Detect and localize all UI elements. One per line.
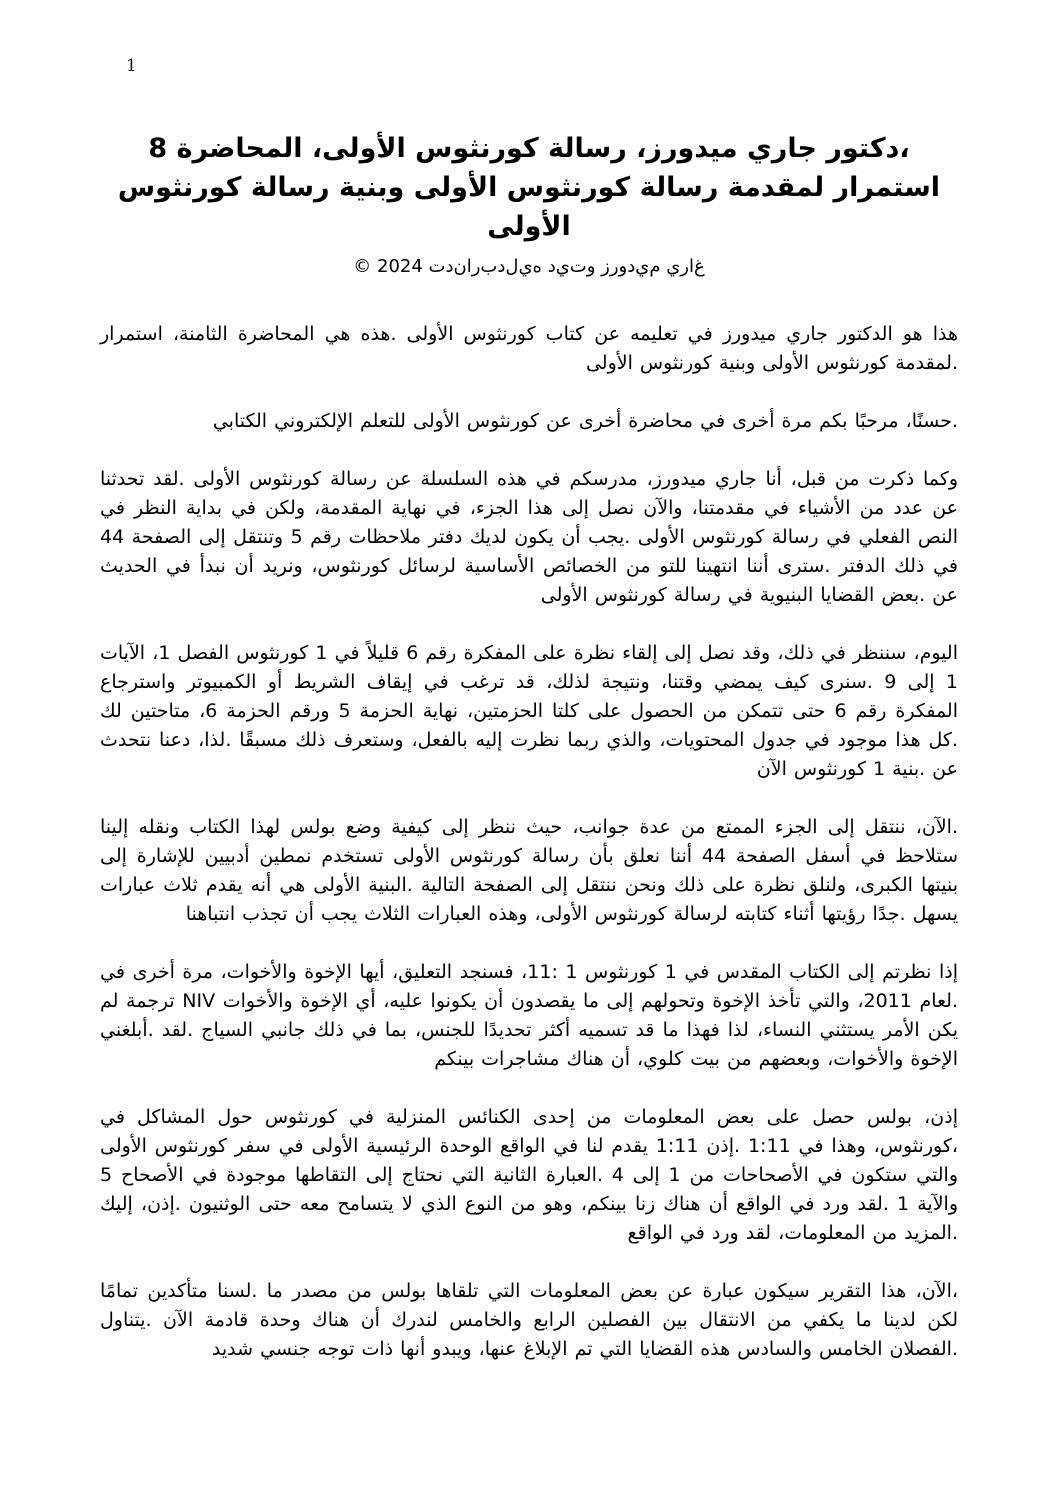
- title-line-3: الأولى: [487, 211, 571, 242]
- paragraph-2: .حسنًا، مرحبًا بكم مرة أخرى في محاضرة أخرى عن كورنثوس الأولى للتعلم الإلكتروني الكتابي: [212, 410, 958, 432]
- paragraph-3: وكما ذكرت من قبل، أنا جاري ميدورز، مدرسكم في هذه السلسلة عن رسالة كورنثوس الأولى .لقد تحدثنا عن عدد من الأشياء في مقدمتنا، والآن نصل إلى هذا الجزء، في نهاية المقدمة، ولكن في بداية النظر في النص الفعلي في رسالة كورنثوس الأولى .يجب أن يكون لديك دفتر ملاحظات رقم 5 وتنتقل إلى الصفحة 44 في ذلك الدفتر .سترى أننا انتهينا للتو من الخصائص الأساسية لرسائل كورنثوس، ونريد أن نبدأ في الحديث عن .بعض القضايا البنيوية في رسالة كورنثوس الأولى: [100, 468, 958, 606]
- paragraph-7: إذن، بولس حصل على بعض المعلومات من إحدى الكنائس المنزلية في كورنثوس حول المشاكل في ،كورنثوس، وهذا في 1:11 .إذن 1:11 يقدم لنا في الواقع الوحدة الرئيسية الأولى في سفر كورنثوس الأولى والتي ستكون في الأصحاحات من 1 إلى 4 .العبارة الثانية التي نحتاج إلى التقاطها موجودة في الأصحاح 5 والآية 1 .لقد ورد في الواقع أن هناك زنا بينكم، وهو من النوع الذي لا يتسامح معه حتى الوثنيون .إذن، إليك .المزيد من المعلومات، لقد ورد في الواقع: [100, 1106, 958, 1244]
- byline: غ‌ا‌ر‌ي م‌ي‌د‌و‌ر‌ز و‌ت‌ي‌د ه‌ي‌ل‌د‌ب‌ر‌ا‌ن‌د‌ت 2024 ©: [353, 256, 705, 277]
- title-line-1: ،دكتور جاري ميدورز، رسالة كورنثوس الأولى، المحاضرة 8: [148, 133, 910, 164]
- page-content: [100, 129, 958, 1364]
- title-line-2: استمرار لمقدمة رسالة كورنثوس الأولى وبنية رسالة كورنثوس: [117, 172, 941, 203]
- document-body: [100, 320, 958, 1364]
- paragraph-8: ،الآن، هذا التقرير سيكون عبارة عن بعض المعلومات التي تلقاها بولس من مصدر ما .لسنا متأكدين تمامًا لكن لدينا ما يكفي من الانتقال بين الفصلين الرابع والخامس لندرك أن هناك وحدة قادمة الآن .يتناول .الفصلان الخامس والسادس هذه القضايا التي تم الإبلاغ عنها، ويبدو أنها ذات توجه جنسي شديد: [100, 1280, 958, 1360]
- paragraph-6: إذا نظرتم إلى الكتاب المقدس في 1 كورنثوس 1 :11، فسنجد التعليق، أيها الإخوة والأخوات، مرة أخرى في .لعام 2011، والتي تأخذ الإخوة وتحولهم إلى ما يقصدون أن يكونوا عليه، أي الإخوة والأخوات NIV ترجمة لم يكن الأمر يستثني النساء، لذا فهذا ما قد تسميه أكثر تحديدًا للجنس، بما في ذلك جانبي السياج .لقد .أبلغني الإخوة والأخوات، وبعضهم من بيت كلوي، أن هناك مشاجرات بينكم: [100, 961, 958, 1070]
- paragraph-5: .الآن، ننتقل إلى الجزء الممتع من عدة جوانب، حيث ننظر إلى كيفية وضع بولس لهذا الكتاب ونقله إلينا ستلاحظ في أسفل الصفحة 44 أننا نعلق بأن رسالة كورنثوس الأولى تستخدم نمطين أدبيين للإشارة إلى بنيتها الكبرى، ولنلق نظرة على ذلك ونحن ننتقل إلى الصفحة التالية .البنية الأولى هي أنه يقدم ثلاث عبارات يسهل .جدًا رؤيتها أثناء كتابته لرسالة كورنثوس الأولى، وهذه العبارات الثلاث يجب أن تجذب انتباهنا: [100, 816, 958, 925]
- page-number: 1: [126, 56, 137, 76]
- paragraph-1: هذا هو الدكتور جاري ميدورز في تعليمه عن كتاب كورنثوس الأولى .هذه هي المحاضرة الثامنة، استمرار .لمقدمة كورنثوس الأولى وبنية كورنثوس الأولى: [100, 323, 958, 374]
- paragraph-4: اليوم، سننظر في ذلك، وقد نصل إلى إلقاء نظرة على المفكرة رقم 6 قليلاً في 1 كورنثوس الفصل 1، الآيات 1 إلى 9 .سنرى كيف يمضي وقتنا، ونتيجة لذلك، قد ترغب في إيقاف الشريط أو الكمبيوتر واسترجاع المفكرة رقم 6 حتى تتمكن من الحصول على كلتا الحزمتين، نهاية الحزمة 5 ورقم الحزمة 6، متاحتين لك .كل هذا موجود في جدول المحتويات، والذي ربما نظرت إليه بالفعل، وستعرف ذلك مسبقًا .لذا، دعنا نتحدث عن .بنية 1 كورنثوس الآن: [100, 642, 958, 780]
- document-title: [100, 129, 958, 246]
